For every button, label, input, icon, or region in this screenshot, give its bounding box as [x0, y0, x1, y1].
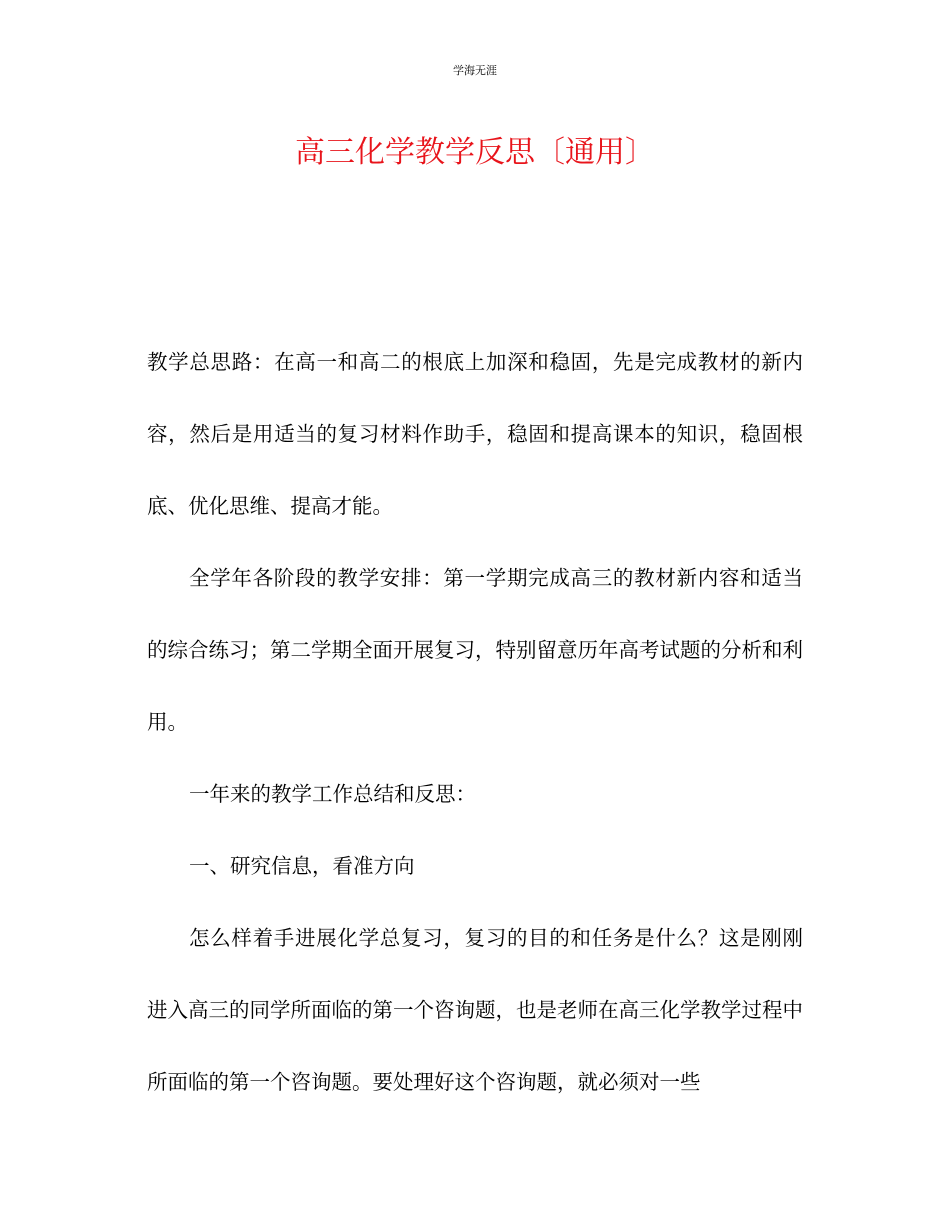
page-header: 学海无涯: [453, 64, 497, 77]
paragraph-summary-intro: 一年来的教学工作总结和反思：: [189, 782, 476, 806]
document-title: 高三化学教学反思〔通用〕: [295, 135, 655, 170]
paragraph-stage-arrangement: 全学年各阶段的教学安排：第一学期完成高三的教材新内容和适当的综合练习；第二学期全面开展复习，特别留意历年高考试题的分析和利用。: [147, 566, 803, 734]
paragraph-review-question: 怎么样着手进展化学总复习，复习的目的和任务是什么？这是刚刚进入高三的同学所面临的第一个咨询题，也是老师在高三化学教学过程中所面临的第一个咨询题。要处理好这个咨询题，就必须对一些: [147, 926, 803, 1094]
document-body: [147, 326, 803, 1118]
paragraph-overall-approach: 教学总思路：在高一和高二的根底上加深和稳固，先是完成教材的新内容，然后是用适当的复习材料作助手，稳固和提高课本的知识，稳固根底、优化思维、提高才能。: [147, 350, 803, 518]
section-heading-research: 一、研究信息，看准方向: [189, 854, 415, 878]
